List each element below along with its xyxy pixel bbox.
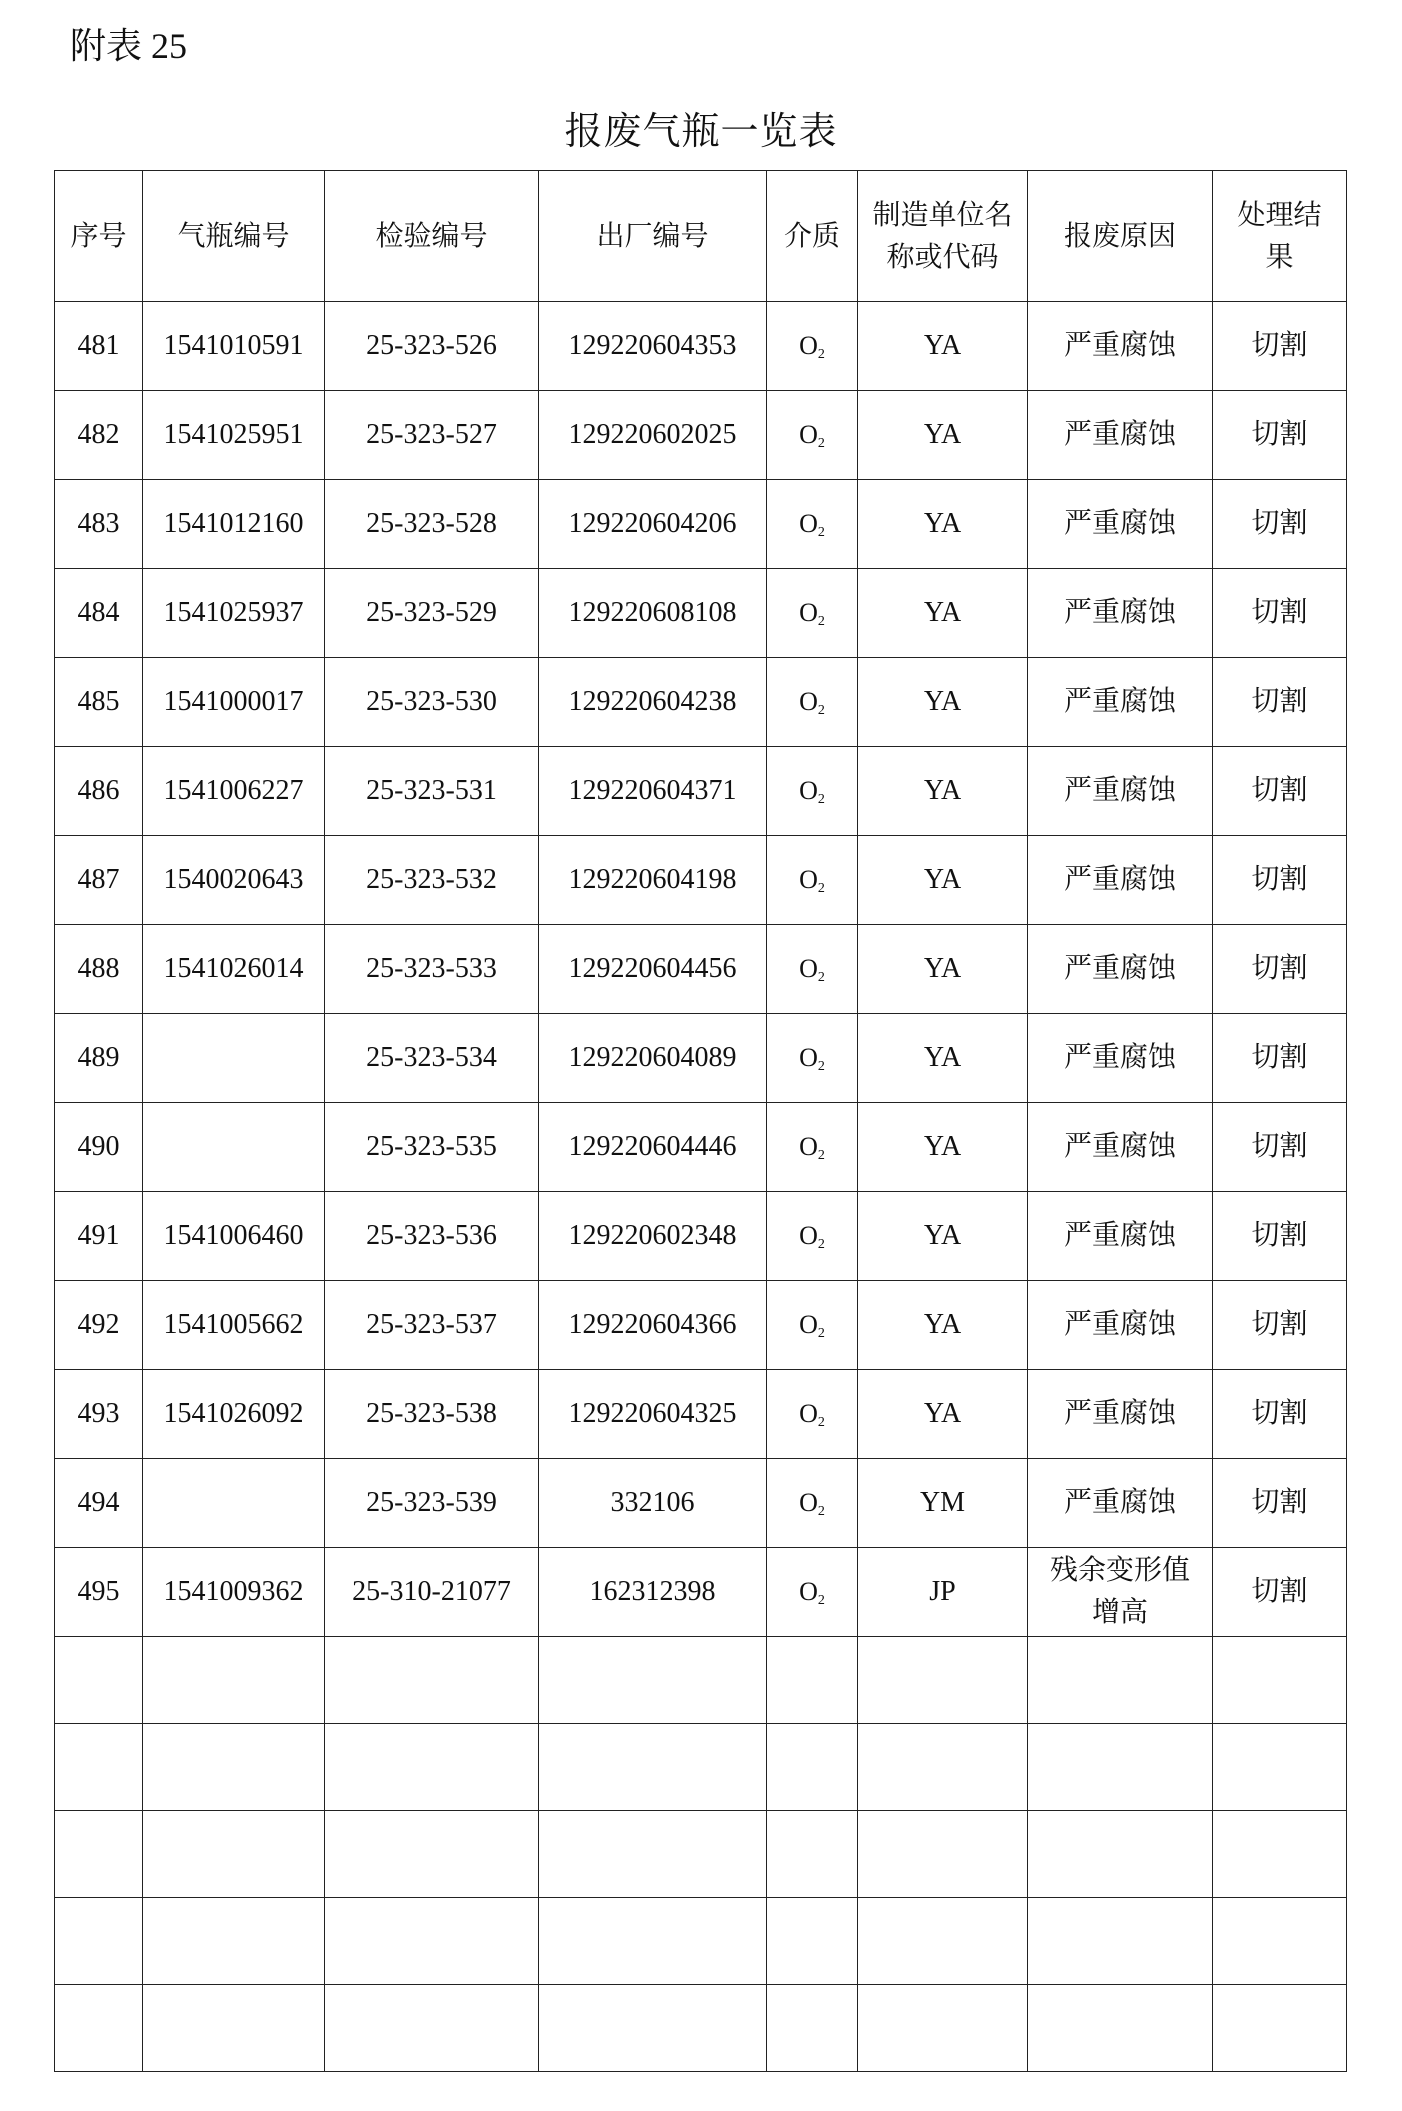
cell-result: 切割 bbox=[1213, 1548, 1347, 1637]
cell-inspection-no: 25-323-531 bbox=[325, 747, 539, 836]
cell-manufacturer: YA bbox=[858, 1370, 1028, 1459]
cell-inspection-no: 25-323-530 bbox=[325, 658, 539, 747]
empty-cell bbox=[539, 1985, 767, 2072]
empty-row bbox=[55, 1985, 1347, 2072]
cell-seq: 492 bbox=[55, 1281, 143, 1370]
cell-reason: 严重腐蚀 bbox=[1028, 1014, 1213, 1103]
cell-medium bbox=[767, 569, 858, 658]
cell-seq: 483 bbox=[55, 480, 143, 569]
empty-cell bbox=[767, 1985, 858, 2072]
cell-seq: 493 bbox=[55, 1370, 143, 1459]
cell-reason: 严重腐蚀 bbox=[1028, 1103, 1213, 1192]
cell-manufacturer: JP bbox=[858, 1548, 1028, 1637]
cell-cylinder-no: 1541006227 bbox=[143, 747, 325, 836]
empty-cell bbox=[767, 1898, 858, 1985]
table-row bbox=[55, 925, 1347, 1014]
empty-cell bbox=[858, 1724, 1028, 1811]
cell-inspection-no: 25-323-529 bbox=[325, 569, 539, 658]
medium-formula: $O_2$ bbox=[799, 508, 825, 540]
cell-factory-no: 129220604198 bbox=[539, 836, 767, 925]
medium-formula: $O_2$ bbox=[799, 775, 825, 807]
cell-result: 切割 bbox=[1213, 1014, 1347, 1103]
header-medium: 介质 bbox=[767, 171, 858, 302]
cell-cylinder-no: 1541025937 bbox=[143, 569, 325, 658]
cell-medium bbox=[767, 836, 858, 925]
cell-reason: 严重腐蚀 bbox=[1028, 1192, 1213, 1281]
header-cylinder-no: 气瓶编号 bbox=[143, 171, 325, 302]
cell-factory-no: 129220604353 bbox=[539, 302, 767, 391]
header-reason: 报废原因 bbox=[1028, 171, 1213, 302]
cell-factory-no: 129220604206 bbox=[539, 480, 767, 569]
cell-medium bbox=[767, 480, 858, 569]
empty-cell bbox=[767, 1811, 858, 1898]
cell-medium bbox=[767, 1192, 858, 1281]
table-row bbox=[55, 1459, 1347, 1548]
cell-factory-no: 129220602348 bbox=[539, 1192, 767, 1281]
cell-cylinder-no: 1541000017 bbox=[143, 658, 325, 747]
cell-inspection-no: 25-323-539 bbox=[325, 1459, 539, 1548]
cell-seq: 484 bbox=[55, 569, 143, 658]
cell-seq: 494 bbox=[55, 1459, 143, 1548]
cell-inspection-no: 25-323-533 bbox=[325, 925, 539, 1014]
empty-cell bbox=[325, 1637, 539, 1724]
empty-cell bbox=[325, 1985, 539, 2072]
appendix-label: 附表 25 bbox=[70, 26, 188, 66]
cell-result: 切割 bbox=[1213, 1459, 1347, 1548]
cell-result: 切割 bbox=[1213, 1192, 1347, 1281]
cell-seq: 486 bbox=[55, 747, 143, 836]
cell-reason: 严重腐蚀 bbox=[1028, 836, 1213, 925]
cell-reason: 严重腐蚀 bbox=[1028, 1459, 1213, 1548]
cell-medium bbox=[767, 1370, 858, 1459]
cell-factory-no: 129220604366 bbox=[539, 1281, 767, 1370]
cell-inspection-no: 25-323-538 bbox=[325, 1370, 539, 1459]
table-row bbox=[55, 747, 1347, 836]
cell-medium bbox=[767, 1459, 858, 1548]
cell-result: 切割 bbox=[1213, 569, 1347, 658]
empty-cell bbox=[858, 1985, 1028, 2072]
cell-inspection-no: 25-323-534 bbox=[325, 1014, 539, 1103]
cell-reason: 严重腐蚀 bbox=[1028, 480, 1213, 569]
empty-cell bbox=[55, 1898, 143, 1985]
cell-manufacturer: YA bbox=[858, 1281, 1028, 1370]
cell-factory-no: 162312398 bbox=[539, 1548, 767, 1637]
empty-cell bbox=[1028, 1985, 1213, 2072]
medium-formula: $O_2$ bbox=[799, 330, 825, 362]
table-row bbox=[55, 1014, 1347, 1103]
empty-cell bbox=[767, 1724, 858, 1811]
medium-formula: $O_2$ bbox=[799, 597, 825, 629]
empty-row bbox=[55, 1724, 1347, 1811]
header-factory-no: 出厂编号 bbox=[539, 171, 767, 302]
cell-cylinder-no: 1541010591 bbox=[143, 302, 325, 391]
empty-cell bbox=[55, 1811, 143, 1898]
cell-factory-no: 129220604238 bbox=[539, 658, 767, 747]
table-row bbox=[55, 836, 1347, 925]
cell-reason: 严重腐蚀 bbox=[1028, 1370, 1213, 1459]
medium-formula: $O_2$ bbox=[799, 1309, 825, 1341]
cell-reason: 严重腐蚀 bbox=[1028, 747, 1213, 836]
cell-medium bbox=[767, 747, 858, 836]
cell-factory-no: 129220604089 bbox=[539, 1014, 767, 1103]
table-row bbox=[55, 1370, 1347, 1459]
medium-formula: $O_2$ bbox=[799, 864, 825, 896]
empty-cell bbox=[143, 1898, 325, 1985]
medium-formula: $O_2$ bbox=[799, 1220, 825, 1252]
medium-formula: $O_2$ bbox=[799, 1042, 825, 1074]
empty-cell bbox=[55, 1724, 143, 1811]
cell-seq: 491 bbox=[55, 1192, 143, 1281]
cell-result: 切割 bbox=[1213, 302, 1347, 391]
cell-inspection-no: 25-323-532 bbox=[325, 836, 539, 925]
table-row bbox=[55, 1103, 1347, 1192]
cell-reason: 严重腐蚀 bbox=[1028, 569, 1213, 658]
empty-cell bbox=[1028, 1637, 1213, 1724]
cell-factory-no: 129220604456 bbox=[539, 925, 767, 1014]
cell-reason: 严重腐蚀 bbox=[1028, 925, 1213, 1014]
cell-manufacturer: YA bbox=[858, 836, 1028, 925]
cell-cylinder-no: 1541012160 bbox=[143, 480, 325, 569]
empty-cell bbox=[539, 1724, 767, 1811]
cell-seq: 481 bbox=[55, 302, 143, 391]
cell-cylinder-no: 1541005662 bbox=[143, 1281, 325, 1370]
empty-cell bbox=[55, 1637, 143, 1724]
cell-inspection-no: 25-323-528 bbox=[325, 480, 539, 569]
cell-result: 切割 bbox=[1213, 658, 1347, 747]
empty-cell bbox=[1028, 1724, 1213, 1811]
cell-result: 切割 bbox=[1213, 925, 1347, 1014]
cell-manufacturer: YA bbox=[858, 391, 1028, 480]
cell-cylinder-no: 1541025951 bbox=[143, 391, 325, 480]
cell-manufacturer: YA bbox=[858, 1014, 1028, 1103]
empty-cell bbox=[1213, 1637, 1347, 1724]
cell-reason: 严重腐蚀 bbox=[1028, 658, 1213, 747]
cell-result: 切割 bbox=[1213, 836, 1347, 925]
cell-seq: 495 bbox=[55, 1548, 143, 1637]
cell-inspection-no: 25-323-526 bbox=[325, 302, 539, 391]
empty-cell bbox=[143, 1724, 325, 1811]
header-inspection-no: 检验编号 bbox=[325, 171, 539, 302]
cell-factory-no: 129220604446 bbox=[539, 1103, 767, 1192]
cell-factory-no: 129220604371 bbox=[539, 747, 767, 836]
cell-inspection-no: 25-323-536 bbox=[325, 1192, 539, 1281]
empty-cell bbox=[325, 1811, 539, 1898]
cell-cylinder-no bbox=[143, 1459, 325, 1548]
cell-inspection-no: 25-323-537 bbox=[325, 1281, 539, 1370]
cell-seq: 487 bbox=[55, 836, 143, 925]
table-row bbox=[55, 391, 1347, 480]
cell-seq: 489 bbox=[55, 1014, 143, 1103]
empty-cell bbox=[767, 1637, 858, 1724]
cell-factory-no: 129220608108 bbox=[539, 569, 767, 658]
empty-cell bbox=[1213, 1985, 1347, 2072]
cell-cylinder-no: 1541026092 bbox=[143, 1370, 325, 1459]
cell-manufacturer: YA bbox=[858, 569, 1028, 658]
cell-seq: 488 bbox=[55, 925, 143, 1014]
cell-medium bbox=[767, 1103, 858, 1192]
table-row bbox=[55, 1548, 1347, 1637]
empty-row bbox=[55, 1811, 1347, 1898]
empty-cell bbox=[325, 1898, 539, 1985]
cell-manufacturer: YA bbox=[858, 1103, 1028, 1192]
cell-cylinder-no: 1541026014 bbox=[143, 925, 325, 1014]
cell-medium bbox=[767, 1281, 858, 1370]
empty-cell bbox=[539, 1811, 767, 1898]
empty-row bbox=[55, 1898, 1347, 1985]
empty-cell bbox=[1213, 1898, 1347, 1985]
empty-cell bbox=[143, 1811, 325, 1898]
cell-reason: 严重腐蚀 bbox=[1028, 302, 1213, 391]
empty-cell bbox=[1028, 1811, 1213, 1898]
cell-cylinder-no bbox=[143, 1014, 325, 1103]
header-row bbox=[55, 171, 1347, 302]
table-row bbox=[55, 302, 1347, 391]
cell-result: 切割 bbox=[1213, 1103, 1347, 1192]
empty-cell bbox=[143, 1637, 325, 1724]
cell-seq: 490 bbox=[55, 1103, 143, 1192]
cell-result: 切割 bbox=[1213, 391, 1347, 480]
table-row bbox=[55, 658, 1347, 747]
cell-cylinder-no: 1541006460 bbox=[143, 1192, 325, 1281]
header-result: 处理结果 bbox=[1213, 171, 1347, 302]
empty-cell bbox=[539, 1637, 767, 1724]
table-row bbox=[55, 1192, 1347, 1281]
cell-manufacturer: YA bbox=[858, 302, 1028, 391]
empty-row bbox=[55, 1637, 1347, 1724]
cell-medium bbox=[767, 391, 858, 480]
cell-cylinder-no bbox=[143, 1103, 325, 1192]
cell-medium bbox=[767, 1014, 858, 1103]
cell-factory-no: 332106 bbox=[539, 1459, 767, 1548]
empty-cell bbox=[143, 1985, 325, 2072]
medium-formula: $O_2$ bbox=[799, 1398, 825, 1430]
cell-reason: 严重腐蚀 bbox=[1028, 1281, 1213, 1370]
table-row bbox=[55, 480, 1347, 569]
medium-formula: $O_2$ bbox=[799, 1487, 825, 1519]
cell-manufacturer: YA bbox=[858, 747, 1028, 836]
empty-cell bbox=[1028, 1898, 1213, 1985]
empty-cell bbox=[55, 1985, 143, 2072]
cell-cylinder-no: 1541009362 bbox=[143, 1548, 325, 1637]
medium-formula: $O_2$ bbox=[799, 953, 825, 985]
empty-cell bbox=[325, 1724, 539, 1811]
cell-medium bbox=[767, 302, 858, 391]
table-row bbox=[55, 569, 1347, 658]
cell-inspection-no: 25-310-21077 bbox=[325, 1548, 539, 1637]
cell-manufacturer: YM bbox=[858, 1459, 1028, 1548]
empty-cell bbox=[858, 1637, 1028, 1724]
empty-cell bbox=[858, 1811, 1028, 1898]
cell-seq: 485 bbox=[55, 658, 143, 747]
cell-result: 切割 bbox=[1213, 747, 1347, 836]
cell-result: 切割 bbox=[1213, 480, 1347, 569]
cell-inspection-no: 25-323-527 bbox=[325, 391, 539, 480]
cell-reason: 严重腐蚀 bbox=[1028, 391, 1213, 480]
cell-medium bbox=[767, 925, 858, 1014]
medium-formula: $O_2$ bbox=[799, 419, 825, 451]
cell-seq: 482 bbox=[55, 391, 143, 480]
empty-cell bbox=[1213, 1811, 1347, 1898]
cell-inspection-no: 25-323-535 bbox=[325, 1103, 539, 1192]
medium-formula: $O_2$ bbox=[799, 1576, 825, 1608]
cell-manufacturer: YA bbox=[858, 658, 1028, 747]
cell-cylinder-no: 1540020643 bbox=[143, 836, 325, 925]
empty-cell bbox=[1213, 1724, 1347, 1811]
empty-cell bbox=[858, 1898, 1028, 1985]
cell-factory-no: 129220602025 bbox=[539, 391, 767, 480]
page-title: 报废气瓶一览表 bbox=[564, 109, 838, 153]
cell-factory-no: 129220604325 bbox=[539, 1370, 767, 1459]
header-seq: 序号 bbox=[55, 171, 143, 302]
cell-reason: 残余变形值增高 bbox=[1028, 1548, 1213, 1637]
scrapped-cylinder-table bbox=[54, 170, 1347, 2072]
header-manufacturer: 制造单位名称或代码 bbox=[858, 171, 1028, 302]
cell-manufacturer: YA bbox=[858, 1192, 1028, 1281]
cell-result: 切割 bbox=[1213, 1281, 1347, 1370]
table-body bbox=[55, 302, 1347, 2072]
cell-manufacturer: YA bbox=[858, 480, 1028, 569]
cell-manufacturer: YA bbox=[858, 925, 1028, 1014]
cell-result: 切割 bbox=[1213, 1370, 1347, 1459]
empty-cell bbox=[539, 1898, 767, 1985]
medium-formula: $O_2$ bbox=[799, 686, 825, 718]
medium-formula: $O_2$ bbox=[799, 1131, 825, 1163]
cell-medium bbox=[767, 1548, 858, 1637]
table-row bbox=[55, 1281, 1347, 1370]
cell-medium bbox=[767, 658, 858, 747]
